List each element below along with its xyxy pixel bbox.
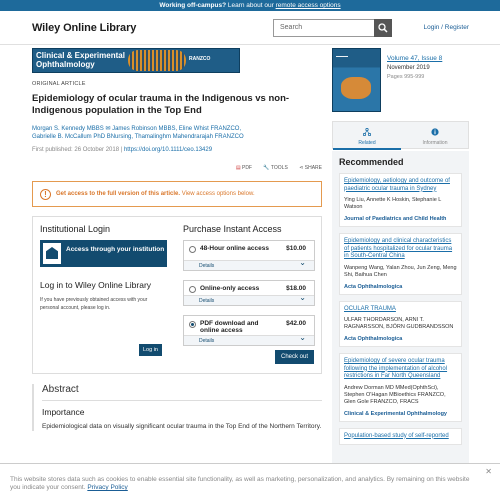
cookie-banner — [0, 463, 500, 500]
log-in-button[interactable]: Log in — [139, 344, 162, 356]
active-tab-indicator — [333, 148, 401, 150]
recommended-item[interactable] — [339, 428, 462, 446]
issue-link[interactable]: Volume 47, Issue 8 — [387, 55, 443, 62]
close-icon[interactable]: ✕ — [485, 467, 492, 476]
journal-name — [36, 51, 125, 69]
option-price: $18.00 — [286, 285, 306, 292]
wrench-icon: 🔧 — [263, 165, 270, 171]
journal-name-line1: Clinical & Experimental — [36, 51, 125, 60]
author-link[interactable]: Morgan S. Kennedy MBBS — [32, 126, 104, 132]
search-input[interactable] — [273, 19, 392, 37]
pdf-button[interactable] — [236, 165, 252, 171]
radio-button[interactable] — [189, 286, 196, 293]
institutional-heading: Institutional Login — [40, 224, 111, 234]
recommended-authors: ULFAR THORDARSON, ARNI T. RAGNARSSON, BJÖRN GUDBRANDSSON — [344, 317, 454, 330]
tools-button[interactable] — [263, 165, 287, 171]
recommended-item[interactable] — [339, 173, 462, 227]
journal-cover[interactable] — [332, 48, 381, 112]
cookie-message: This website stores data such as cookies to enable essential site functionality, as well as marketing, personalization, and analytics. By remaining on this website you indicate your consent. — [10, 476, 470, 491]
institution-access-label: Access through your institution — [66, 246, 165, 253]
journal-banner[interactable] — [32, 48, 240, 73]
published-date: First published: 26 October 2018 — [32, 147, 120, 153]
recommended-journal: Clinical & Experimental Ophthalmology — [344, 410, 447, 417]
publication-info: First published: 26 October 2018 | https://doi.org/10.1111/ceo.13429 — [32, 147, 213, 153]
option-name: PDF download and online access — [200, 320, 259, 334]
recommended-title[interactable]: OCULAR TRAUMA — [344, 305, 396, 312]
search-placeholder: Search — [280, 24, 303, 31]
recommended-title[interactable]: Epidemiology and clinical characteristics of patients hospitalized for ocular trauma in South-Central China — [344, 238, 453, 259]
journal-name-line2: Ophthalmology — [36, 60, 95, 69]
article-type: ORIGINAL ARTICLE — [32, 81, 86, 87]
author-list — [32, 125, 322, 141]
institution-access-button[interactable] — [40, 240, 167, 267]
access-options — [32, 216, 322, 374]
recommended-item[interactable] — [339, 233, 462, 295]
details-toggle[interactable]: Details ⌄ — [184, 335, 314, 345]
recommended-item[interactable] — [339, 353, 462, 422]
checkout-button[interactable]: Check out — [275, 350, 314, 364]
option-price: $42.00 — [286, 320, 306, 327]
tab-related-label: Related — [358, 140, 376, 146]
pdf-label: PDF — [241, 165, 252, 171]
login-register-link[interactable]: Login / Register — [423, 24, 469, 31]
cover-title: ▬▬▬▬ — [336, 54, 348, 58]
issue-pages: Pages 995-999 — [387, 74, 425, 80]
article-tools — [32, 165, 322, 171]
privacy-policy-link[interactable]: Privacy Policy — [87, 484, 128, 491]
site-logo[interactable]: Wiley Online Library — [32, 22, 137, 34]
purchase-access — [183, 224, 315, 346]
tab-information-label: Information — [422, 140, 448, 146]
article-title: Epidemiology of ocular trauma in the Indigenous vs non-Indigenous population in the Top End — [32, 93, 290, 116]
abstract-subheading: Importance — [42, 407, 85, 417]
network-icon — [363, 128, 371, 136]
radio-button-selected[interactable] — [189, 321, 196, 328]
recommended-item[interactable] — [339, 301, 462, 348]
wol-login-heading: Log in to Wiley Online Library — [40, 280, 152, 290]
topbar-bold: Working off-campus? — [159, 2, 227, 9]
abstract-heading: Abstract — [42, 384, 322, 401]
recommended-title[interactable]: Population-based study of self-reported — [344, 432, 449, 439]
search-icon — [378, 23, 388, 33]
sidebar-tabs — [332, 121, 469, 149]
pdf-icon: ▤ — [235, 165, 241, 171]
author-link[interactable]: James Robinson MBBS, Eline Whist FRANZCO, — [112, 126, 242, 132]
issue-date: November 2019 — [387, 65, 430, 71]
doi-link[interactable]: https://doi.org/10.1111/ceo.13429 — [123, 147, 213, 153]
tab-related[interactable] — [333, 128, 401, 146]
info-icon: ! — [40, 189, 51, 200]
recommended-authors: Andrew Dorman MD MMed(OphthSci), Stephen O'Hagan MBioethics FRANZCO, Glen Gole FRANZCO, FRACS — [344, 384, 446, 405]
search-button[interactable] — [374, 19, 392, 37]
info-circle-icon — [431, 128, 439, 136]
recommended-authors: Ying Liu, Annette K Hoskin, Stephanie L Watson — [344, 197, 442, 210]
purchase-option[interactable] — [183, 315, 315, 346]
radio-button[interactable] — [189, 246, 196, 253]
cookie-text — [10, 476, 480, 492]
access-notice-bold: Get access to the full version of this article. — [56, 191, 181, 197]
remote-access-link[interactable]: remote access options — [275, 2, 341, 9]
recommended-title[interactable]: Epidemiology, aetiology and outcome of paediatric ocular trauma in Sydney — [344, 178, 450, 192]
recommended-heading: Recommended — [339, 157, 404, 167]
recommended-journal: Acta Ophthalmologica — [344, 283, 403, 290]
access-notice — [32, 181, 322, 207]
details-toggle[interactable]: Details ⌄ — [184, 295, 314, 305]
option-price: $10.00 — [286, 245, 306, 252]
site-header — [0, 11, 500, 45]
email-icon[interactable]: ✉ — [105, 126, 111, 132]
article-column — [32, 48, 322, 431]
recommended-title[interactable]: Epidemiology of severe ocular trauma following the implementation of alcohol restrictions in Far North Queensland — [344, 358, 448, 379]
institution-icon — [43, 243, 61, 264]
remote-access-bar — [0, 0, 500, 11]
purchase-heading: Purchase Instant Access — [183, 224, 282, 234]
view-access-options-link[interactable]: View access options below. — [181, 191, 255, 197]
author-link[interactable]: Gabrielle B. McCallum PhD BNursing, Thamalinghm Mahendrarajah FRANZCO — [32, 134, 244, 140]
option-name: Online-only access — [200, 285, 260, 292]
abstract-section — [32, 384, 322, 431]
wol-login-text: If you have previously obtained access with your personal account, please log in. — [40, 297, 148, 311]
eye-graphic — [128, 50, 186, 71]
institutional-login — [40, 224, 167, 312]
purchase-option[interactable] — [183, 280, 315, 306]
recommended-journal: Acta Ophthalmologica — [344, 336, 403, 342]
tools-label: TOOLS — [270, 165, 288, 171]
recommended-journal: Journal of Paediatrics and Child Health — [344, 216, 447, 222]
recommended-panel — [332, 151, 469, 500]
purchase-option[interactable] — [183, 240, 315, 271]
abstract-text: Epidemiological data on visually significant ocular trauma in the Top End of the Northern Territory. — [42, 423, 322, 430]
option-name: 48-Hour online access — [200, 245, 269, 252]
tab-information[interactable] — [401, 128, 469, 146]
access-notice-text — [56, 191, 255, 197]
topbar-text: Learn about our — [227, 2, 274, 9]
share-icon: ⋖ — [299, 165, 304, 171]
share-button[interactable] — [299, 165, 322, 171]
society-logo: RANZCO — [189, 56, 211, 62]
details-toggle[interactable]: Details ⌄ — [184, 260, 314, 270]
share-label: SHARE — [304, 165, 322, 171]
recommended-authors: Wanpeng Wang, Yalan Zhou, Jun Zeng, Meng Shi, Baihua Chen — [344, 264, 457, 278]
cover-image — [341, 77, 371, 99]
